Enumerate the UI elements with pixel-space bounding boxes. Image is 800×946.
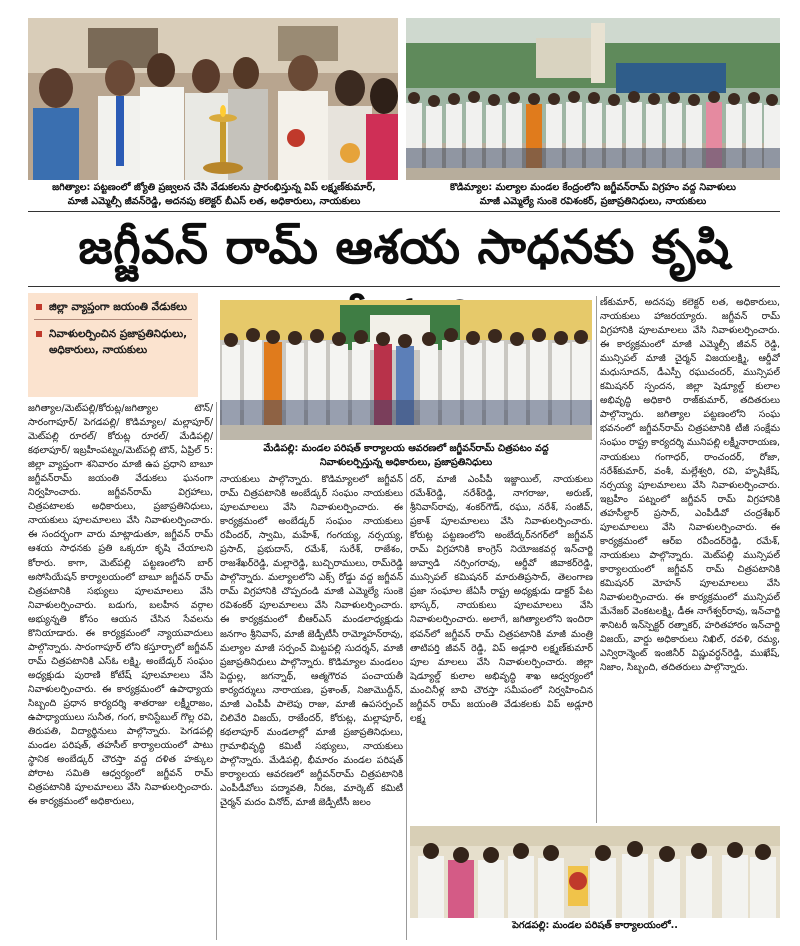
photo-statue-tribute <box>406 18 780 180</box>
highlight-text-2: నివాళులర్పించిన ప్రజాప్రతినిధులు, అధికారులు, నాయకులు <box>49 328 188 356</box>
article-text-col4: ణ్‌కుమార్, అదనపు కలెక్టర్ లత, అధికారులు, నాయకులు హాజరయ్యారు. జగ్జీవన్ రామ్ విగ్రహానికి పూలమాలలు వేసి నివాళులర్పించారు. ఈ కార్యక్రమంలో మాజీ ఎమ్మెల్సీ జీవన్ రెడ్డి, మున్సిపల్ మాజీ చైర్మన్ విజయలక్ష్మి, ఆర్డీవో మధుసూదన్, డీఎస్పీ రఘుచందర్, మున్సిపల్ కమిషనర్ స్పందన, జిల్లా షెడ్యూల్డ్ కులాల అభివృద్ధి అధికారి రాజ్‌కుమార్, తదితరులు పాల్గొన్నారు. జగిత్యాల పట్టణంలోని సంఘ భవనంలో జగ్జీవన్‌రామ్ చిత్రపటానికి టీజీ సంక్షేమ సంఘం రాష్ట్ర కార్యదర్శి మునిపల్లి లక్ష్మీనారాయణ, నాయకులు గంగాధర్, రాంచందర్, రోజా, నరేశ్‌కుమార్, వంశీ, మల్లేశ్వరి, రవి, హృషికేష్, నర్సయ్య పూలమాలలు వేసి నివాళులర్పించారు. ఇబ్రహీం పట్నంలో జగ్జీవన్ రామ్ విగ్రహానికి తహసీల్దార్ ప్రసాద్, ఎంపీడీవో చంద్రశేఖర్ పూలమాలలు వేసి నివాళులర్పించారు. ఈ కార్యక్రమంలో ఆర్ఐ రవీందర్‌రెడ్డి, రమేశ్, నాయకులు పాల్గొన్నారు. మెట్‌పల్లి మున్సిపల్ కార్యాలయంలో జగ్జీవన్ రామ్ చిత్రపటానికి కమిషనర్ మోహన్ పూలమాలలు వేసి నివాళులర్పించారు. ఈ కార్యక్రమంలో మున్సిపల్ మేనేజర్ వెంకటలక్ష్మి, డీఈ నాగేశ్వర్‌రావు, ఇన్‌చార్జి శానిటరీ ఇన్‌స్పెక్టర్ రత్నాకర్, హరితహారం ఇన్‌చార్జి విజయ్, వార్డు అధికారులు నిఖిల్, రవళి, రమ్య, ఎన్విరాన్మెంట్ ఇంజినీర్ విష్ణువర్ధన్‌రెడ్డి, ముఖేష్, నిజాం, సిబ్బంది, తదితరులు పాల్గొన్నారు. <box>600 297 780 674</box>
article-text-col1: జగిత్యాల/మెట్‌పల్లి/కోరుట్ల/జగిత్యాల టౌన్/ సారంగాపూర్/ పెగడపల్లి/ కొడిమ్యాల/ మల్లాపూర్/ మెట్‌పల్లి రూరల్/ కోరుట్ల రూరల్/ మేడిపల్లి/ కథలాపూర్/ ఇబ్రహీంపట్నం/మెట్‌పల్లి టౌన్, ఏప్రిల్ 5: జిల్లా వ్యాప్తంగా శనివారం మాజీ ఉప ప్రధాని బాబూ జగ్జీవన్‌రామ్ జయంతి వేడుకలు ఘనంగా నిర్వహించారు. జగ్జీవన్‌రామ్ విగ్రహాలు, చిత్రపటాలకు అధికారులు, ప్రజాప్రతినిధులు, నాయకులు పూలమాలలు వేసి నివాళులర్పించారు. ఈ సందర్భంగా వారు మాట్లాడుతూ, జగ్జీవన్ రామ్ ఆశయ సాధనకు ప్రతి ఒక్కరూ కృషి చేయాలని కోరారు. కాగా, మెట్‌పల్లి పట్టణంలోని బార్ అసోసియేషన్ కార్యాలయంలో బాబూ జగ్జీవన్ రామ్ చిత్రపటానికి సభ్యులు పూలమాలలు వేసి నివాళులర్పించారు. బడుగు, బలహీన వర్గాల అభ్యున్నతి కోసం ఆయన చేసిన సేవలను కొనియాడారు. ఈ కార్యక్రమంలో న్యాయవాదులు పాల్గొన్నారు. సారంగాపూర్ లోని కస్తూర్బాలో జగ్జీవన్ రామ్ చిత్రపటానికి ఎస్‌ఓ లక్ష్మి, అంబేడ్కర్ సంఘం అధ్యక్షుడు పురాణి కోటేష్ పూలమాలలు వేసి నివాళులర్పించారు. ఈ కార్యక్రమంలో ఉపాధ్యాయ సిబ్బంది ప్రధాన కార్యదర్శి శాతరాజు లక్ష్మీరాజం, ఉపాధ్యాయులు సునీత, గంగ, కానిస్టేబుల్ గొల్ల రవి, తిరుపతి, విద్యార్థినులు పాల్గొన్నారు. పెగడపల్లి మండల పరిషత్, తహసీల్ కార్యాలయంలో పాటు స్థానిక అంబేడ్కర్ చౌరస్తా వద్ద దళిత హక్కుల పోరాట సమితి ఆధ్వర్యంలో జగ్జీవన్ రామ్ చిత్రపటానికి పూలమాలలు వేసి నివాళులర్పించారు. ఈ కార్యక్రమంలో అధికారులు, <box>28 403 213 808</box>
article-text-col2: నాయకులు పాల్గొన్నారు. కొడిమ్యాలలో జగ్జీవన్ రామ్ చిత్రపటానికి అంబేడ్కర్ సంఘం నాయకులు పూలమాలలు వేసి నివాళులర్పించారు. ఈ కార్యక్రమంలో అంబేడ్కర్ సంఘం నాయకులు రవీందర్, స్వామి, మహేశ్, గంగయ్య, నర్సయ్య, ప్రసాద్, ప్రభుదాస్, రమేశ్, సురేశ్, రాజేశం, రాజశేఖర్‌రెడ్డి, మల్లారెడ్డి, బుచ్చిరాములు, రామ్‌రెడ్డి పాల్గొన్నారు. మల్యాలలోని ఎక్స్ రోడ్డు వద్ద జగ్జీవన్ రామ్ విగ్రహానికి చొప్పదండి మాజీ ఎమ్మెల్యే సుంకె రవిశంకర్ పూలమాలలు వేసి నివాళులర్పించారు. ఈ కార్యక్రమంలో బీఆర్ఎస్ మండలాధ్యక్షుడు జనగాం శ్రీనివాస్, మాజీ జెడ్పీటీసీ రామ్మోహన్‌రావు, మల్యాల మాజీ సర్పంచ్ మిట్టపల్లి సుదర్శన్, మాజీ ప్రజాప్రతినిధులు పాల్గొన్నారు. కొడిమ్యాల మండలం పెద్దుల్ల, జగన్నాథ్, ఆత్మగౌరవ పంచాయతీ కార్యదర్శులు నారాయణ, ప్రశాంత్, నిజామొద్దీన్, మాజీ ఎంపీపీ పాలెపు రాజు, మాజీ ఉపసర్పంచ్ చిలివేరి విజయ్, రాజేందర్, కోరుట్ల, మల్లాపూర్, కథలాపూర్ మండలాల్లో మాజీ ప్రజాప్రతినిధులు, గ్రామాభివృద్ధి కమిటీ సభ్యులు, నాయకులు పాల్గొన్నారు. మేడిపల్లి, భీమారం మండల పరిషత్ కార్యాలయ ఆవరణలో జగ్జీవన్‌రామ్ చిత్రపటానికి ఎంపీడీవోలు పద్మావతి, నీరజ, మార్కెట్ కమిటీ చైర్మన్ మదం వినోద్, మాజీ జెడ్పీటీసీ జలం <box>220 474 403 809</box>
photo-lamp-lighting <box>28 18 398 180</box>
column-divider <box>596 296 597 823</box>
highlight-text-1: జిల్లా వ్యాప్తంగా జయంతి వేడుకలు <box>49 301 188 313</box>
column-divider <box>406 473 407 940</box>
highlight-box <box>28 293 198 397</box>
column-divider <box>216 402 217 940</box>
caption-top-right-line1: కొడిమ్యాల: మల్యాల మండల కేంద్రంలోని జగ్జీవన్‌రామ్ విగ్రహం వద్ద నివాళులు <box>450 182 736 193</box>
bullet-icon <box>36 304 42 310</box>
highlight-divider <box>34 319 192 320</box>
article-column-1 <box>28 402 213 940</box>
headline: జగ్జీవన్ రామ్ ఆశయ సాధనకు కృషి <box>78 220 730 275</box>
photo-pegadapalli-office <box>410 826 780 918</box>
caption-top-left <box>28 181 400 209</box>
highlight-item-1 <box>28 293 198 317</box>
caption-middle <box>220 442 592 470</box>
article-text-col3: దర్, మాజీ ఎంపీపీ ఇజ్జాయిల్, నాయకులు రమేశ్‌రెడ్డి, నరేశ్‌రెడ్డి, నాగరాజు, అరుణ్, శ్రీనివాస్‌రావు, శంకర్‌గౌడ్, రఘు, నరేశ్, సంజీవ్, ప్రకాశ్ పూలమాలలు వేసి నివాళులర్పించారు. కోరుట్ల పట్టణంలోని అంబేద్కర్‌నగర్‌లో జగ్జీవన్ రామ్ విగ్రహానికి కాంగ్రెస్ నియోజకవర్గ ఇన్‌చార్జి జువ్వాడి నర్సింగరావు, ఆర్డీవో జివాకర్‌రెడ్డి, మున్సిపల్ కమిషనర్ మారుతిప్రసాద్, తెలంగాణ ప్రజా సంఘాల జేఏసీ రాష్ట్ర అధ్యక్షుడు డాక్టర్ పేట భాస్కర్, నాయకులు పూలమాలలు వేసి నివాళులర్పించారు. అలాగే, జగిత్యాలలోని ఇందిరా భవన్‌లో జగ్జీవన్ రామ్ చిత్రపటానికి మాజీ మంత్రి తాటిపర్తి జీవన్ రెడ్డి, విప్ అడ్లూరి లక్ష్మణ్‌కుమార్ పూల మాలలు వేసి నివాళులర్పించారు. జిల్లా షెడ్యూల్డ్ కులాల అభివృద్ధి శాఖ ఆధ్వర్యంలో మంచినీళ్ల బావి చౌరస్తా సమీపంలో నిర్వహించిన జగ్జీవన్ రామ్ జయంతి వేడుకలకు విప్ అడ్లూరి లక్ష్మ <box>410 474 593 724</box>
article-column-2 <box>220 473 403 940</box>
divider-top <box>28 211 780 212</box>
caption-top-left-line2: మాజీ ఎమ్మెల్సీ జీవన్‌రెడ్డి, అదనపు కలెక్టర్ బీఎస్ లత, అధికారులు, నాయకులు <box>67 196 361 207</box>
bullet-icon <box>36 331 42 337</box>
highlight-item-2 <box>28 322 198 360</box>
caption-top-left-line1: జగిత్యాల: పట్టణంలో జ్యోతి ప్రజ్వలన చేసి వేడుకలను ప్రారంభిస్తున్న విప్ లక్ష్మణ్‌కుమార్, <box>52 182 376 193</box>
photo-mandal-office <box>220 300 592 440</box>
article-column-4 <box>600 296 780 823</box>
caption-middle-line1: మేడిపల్లి: మండల పరిషత్ కార్యాలయ ఆవరణలో జగ్జీవన్‌రామ్ చిత్రపటం వద్ద <box>263 443 549 454</box>
caption-bottom: పెగడపల్లి: మండల పరిషత్ కార్యాలయంలో.. <box>512 920 678 931</box>
caption-middle-line2: నివాళులర్పిస్తున్న అధికారులు, ప్రజాప్రతినిధులు <box>319 457 493 468</box>
caption-top-right <box>406 181 780 209</box>
article-column-3 <box>410 473 593 823</box>
divider-headline <box>28 286 780 287</box>
caption-top-right-line2: మాజీ ఎమ్మెల్యే సుంకె రవిశంకర్, ప్రజాప్రతినిధులు, నాయకులు <box>479 196 707 207</box>
